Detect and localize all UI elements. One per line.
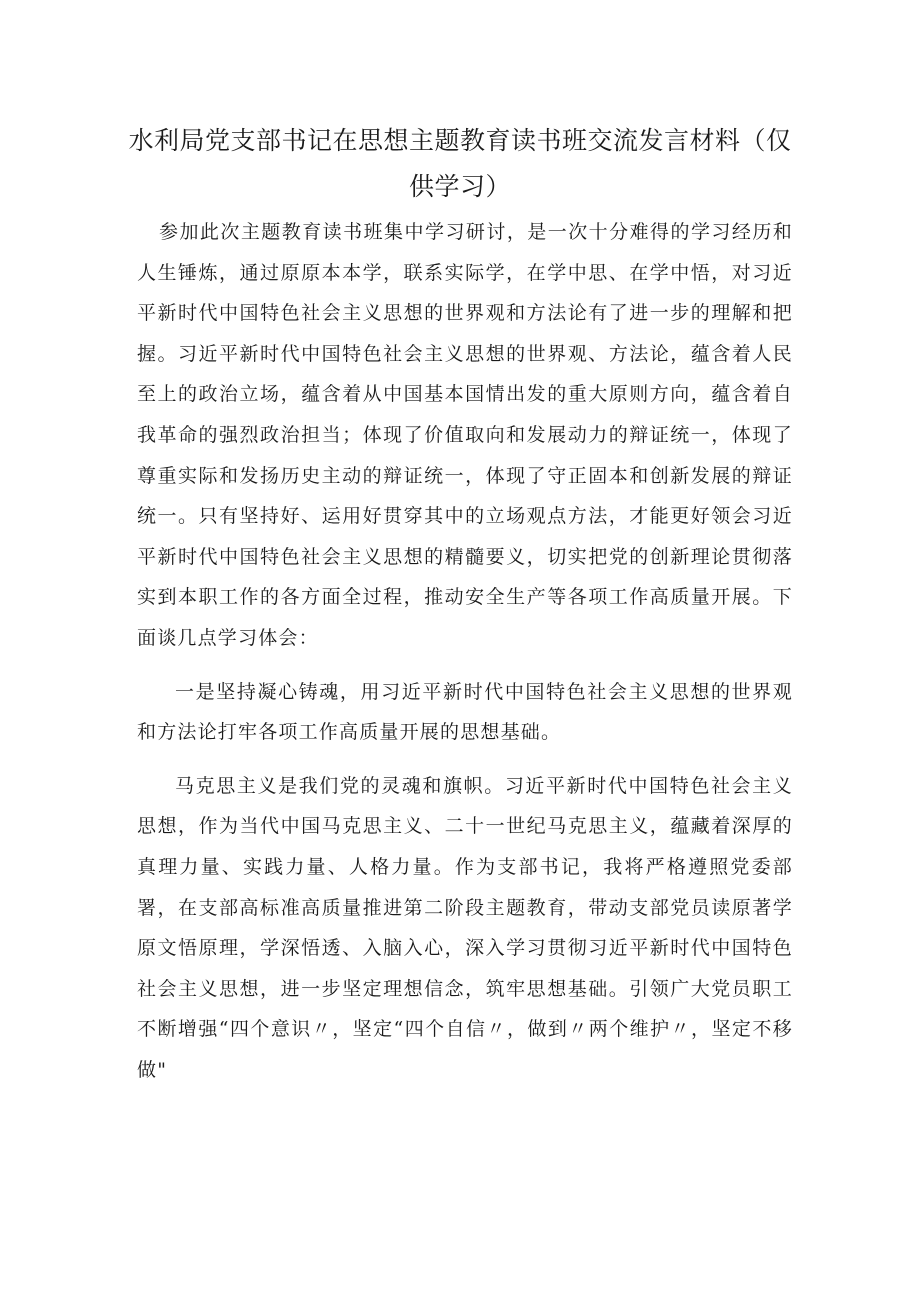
document-title: 水利局党支部书记在思想主题教育读书班交流发言材料（仅供学习）	[128, 126, 792, 201]
paragraph-marxism: 马克思主义是我们党的灵魂和旗帜。习近平新时代中国特色社会主义思想，作为当代中国马克思主义、二十一世纪马克思主义，蕴藏着深厚的真理力量、实践力量、人格力量。作为支部书记，我将严格遵照党委部署，在支部高标准高质量推进第二阶段主题教育，带动支部党员读原著学原文悟原理，学深悟透、入脑入心，深入学习贯彻习近平新时代中国特色社会主义思想，进一步坚定理想信念，筑牢思想基础。引领广大党员职工不断增强“四个意识〃，坚定“四个自信〃，做到〃两个维护〃，坚定不移做"	[137, 774, 793, 1081]
paragraph-intro: 参加此次主题教育读书班集中学习研讨，是一次十分难得的学习经历和人生锤炼，通过原原本本学，联系实际学，在学中思、在学中悟，对习近平新时代中国特色社会主义思想的世界观和方法论有了进一步的理解和把握。习近平新时代中国特色社会主义思想的世界观、方法论，蕴含着人民至上的政治立场，蕴含着从中国基本国情出发的重大原则方向，蕴含着自我革命的强烈政治担当；体现了价值取向和发展动力的辩证统一，体现了尊重实际和发扬历史主动的辩证统一，体现了守正固本和创新发展的辩证统一。只有坚持好、运用好贯穿其中的立场观点方法，才能更好领会习近平新时代中国特色社会主义思想的精髓要义，切实把党的创新理论贯彻落实到本职工作的各方面全过程，推动安全生产等各项工作高质量开展。下面谈几点学习体会：	[137, 221, 793, 649]
document-body	[137, 212, 793, 1090]
paragraph-point-one-heading: 一是坚持凝心铸魂，用习近平新时代中国特色社会主义思想的世界观和方法论打牢各项工作高质量开展的思想基础。	[137, 680, 793, 744]
